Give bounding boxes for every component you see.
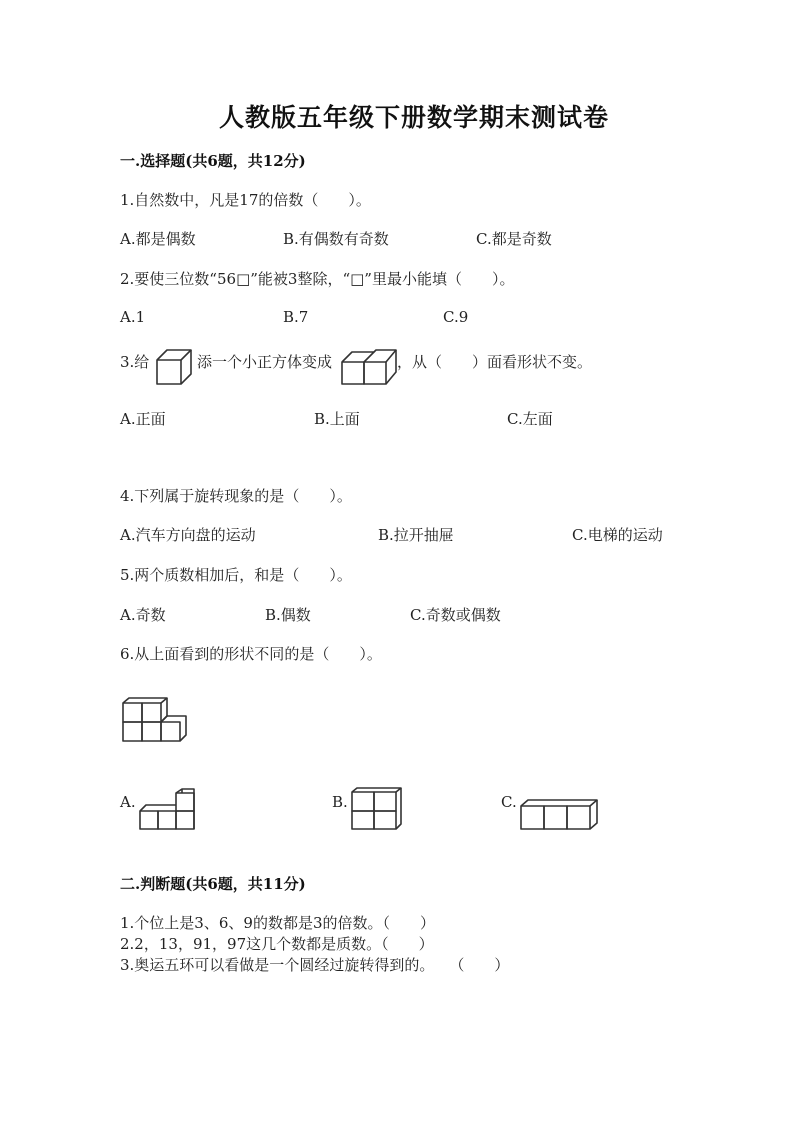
judgement-item-2: 2.2，13，91，97这几个数都是质数。（ ）	[120, 935, 434, 953]
question-3-stem-part1: 3.给	[120, 353, 150, 371]
question-5-option-b: B.偶数	[265, 606, 311, 624]
question-2-stem: 2.要使三位数“56□”能被3整除，“□”里最小能填（ ）。	[120, 270, 515, 288]
question-4-option-a: A.汽车方向盘的运动	[120, 526, 256, 544]
question-1-option-c: C.都是奇数	[476, 230, 552, 248]
question-2-option-c: C.9	[443, 308, 469, 326]
question-1-option-b: B.有偶数有奇数	[283, 230, 389, 248]
cube-stack-figure	[120, 695, 190, 745]
option-a-figure	[137, 787, 197, 831]
judgement-item-1: 1.个位上是3、6、9的数都是3的倍数。（ ）	[120, 914, 435, 932]
option-b-figure	[349, 786, 405, 832]
single-cube-figure	[155, 348, 195, 388]
question-3-stem-part2: 添一个小正方体变成	[197, 353, 333, 371]
question-1-stem: 1.自然数中，凡是17的倍数（ ）。	[120, 191, 371, 209]
question-3-option-c: C.左面	[507, 410, 553, 428]
question-3-option-b: B.上面	[314, 410, 360, 428]
question-6-option-c: C.	[501, 793, 517, 811]
question-2-option-a: A.1	[120, 308, 146, 326]
question-4-stem: 4.下列属于旋转现象的是（ ）。	[120, 487, 352, 505]
question-1-option-a: A.都是偶数	[120, 230, 196, 248]
question-5-option-c: C.奇数或偶数	[410, 606, 501, 624]
question-4-option-c: C.电梯的运动	[572, 526, 663, 544]
question-5-option-a: A.奇数	[120, 606, 166, 624]
question-5-stem: 5.两个质数相加后，和是（ ）。	[120, 566, 352, 584]
question-3-option-a: A.正面	[120, 410, 166, 428]
option-c-figure	[518, 798, 602, 832]
two-cube-figure	[340, 348, 400, 388]
question-6-stem: 6.从上面看到的形状不同的是（ ）。	[120, 645, 382, 663]
question-2-option-b: B.7	[283, 308, 309, 326]
question-4-option-b: B.拉开抽屉	[378, 526, 454, 544]
judgement-item-3: 3.奥运五环可以看做是一个圆经过旋转得到的。 （ ）	[120, 956, 510, 974]
question-6-option-b: B.	[332, 793, 348, 811]
section-heading-choice: 一.选择题(共6题，共12分)	[120, 152, 306, 170]
question-3-stem-part3: ，从（ ）面看形状不变。	[397, 353, 593, 371]
section-heading-judgement: 二.判断题(共6题，共11分)	[120, 875, 306, 893]
question-6-option-a: A.	[120, 793, 136, 811]
page-title: 人教版五年级下册数学期末测试卷	[219, 103, 610, 132]
